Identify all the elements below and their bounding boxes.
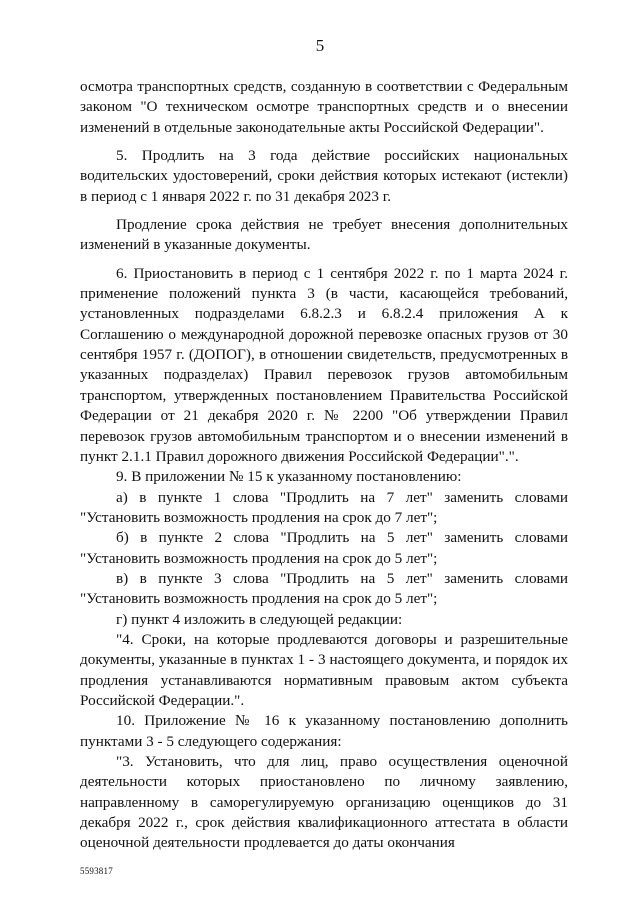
paragraph-item-9a: а) в пункте 1 слова "Продлить на 7 лет" заменить словами "Установить возможность продления на срок до 7 лет"; — [80, 488, 568, 526]
document-id: 5593817 — [80, 866, 113, 876]
paragraph-item-9b: б) в пункте 2 слова "Продлить на 5 лет" заменить словами "Установить возможность продления на срок до 5 лет"; — [80, 529, 568, 567]
paragraph-quoted-item-4: "4. Сроки, на которые продлеваются договоры и разрешительные документы, указанные в пунктах 1 - 3 настоящего документа, и порядок их продления устанавливаются нормативным правовым актом субъекта Российской Федерации.". — [80, 630, 568, 709]
paragraph-item-9g: г) пункт 4 изложить в следующей редакции: — [116, 610, 403, 628]
paragraph-item-9: 9. В приложении № 15 к указанному постановлению: — [116, 468, 462, 486]
paragraph-extension-note: Продление срока действия не требует внесения дополнительных изменений в указанные документы. — [80, 216, 568, 254]
paragraph-quoted-item-3: "3. Установить, что для лиц, право осуществления оценочной деятельности которых приостановлено по личному заявлению, направленному в саморегулируемую организацию оценщиков до 31 декабря 2022 г., срок действия квалификационного аттестата в области оценочной деятельности продлевается до даты окончания — [80, 753, 568, 852]
paragraph-item-10: 10. Приложение № 16 к указанному постановлению дополнить пунктами 3 - 5 следующего содержания: — [80, 712, 568, 750]
paragraph-item-9v: в) в пункте 3 слова "Продлить на 5 лет" заменить словами "Установить возможность продления на срок до 5 лет"; — [80, 569, 568, 608]
paragraph-item-5: 5. Продлить на 3 года действие российских национальных водительских удостоверений, сроки действия которых истекают (истекли) в период с 1 января 2022 г. по 31 декабря 2023 г. — [80, 147, 568, 205]
paragraph-continuation: осмотра транспортных средств, созданную в соответствии с Федеральным законом "О техническом осмотре транспортных средств и о внесении изменений в отдельные законодательные акты Российской Федерации". — [80, 78, 568, 136]
document-body — [80, 77, 568, 854]
page-number: 5 — [315, 36, 325, 55]
paragraph-item-6: 6. Приостановить в период с 1 сентября 2022 г. по 1 марта 2024 г. применение положений пункта 3 (в части, касающейся требований, установленных подразделами 6.8.2.3 и 6.8.2.4 приложения А к Соглашению о международной дорожной перевозке опасных грузов от 30 сентября 1957 г. (ДОПОГ), в отношении свидетельств, предусмотренных в указанных подразделах) Правил перевозок грузов автомобильным транспортом, утвержденных постановлением Правительства Российской Федерации от 21 декабря 2020 г. № 2200 "Об утверждении Правил перевозок грузов автомобильным транспортом и о внесении изменений в пункт 2.1.1 Правил дорожного движения Российской Федерации".". — [80, 264, 568, 465]
